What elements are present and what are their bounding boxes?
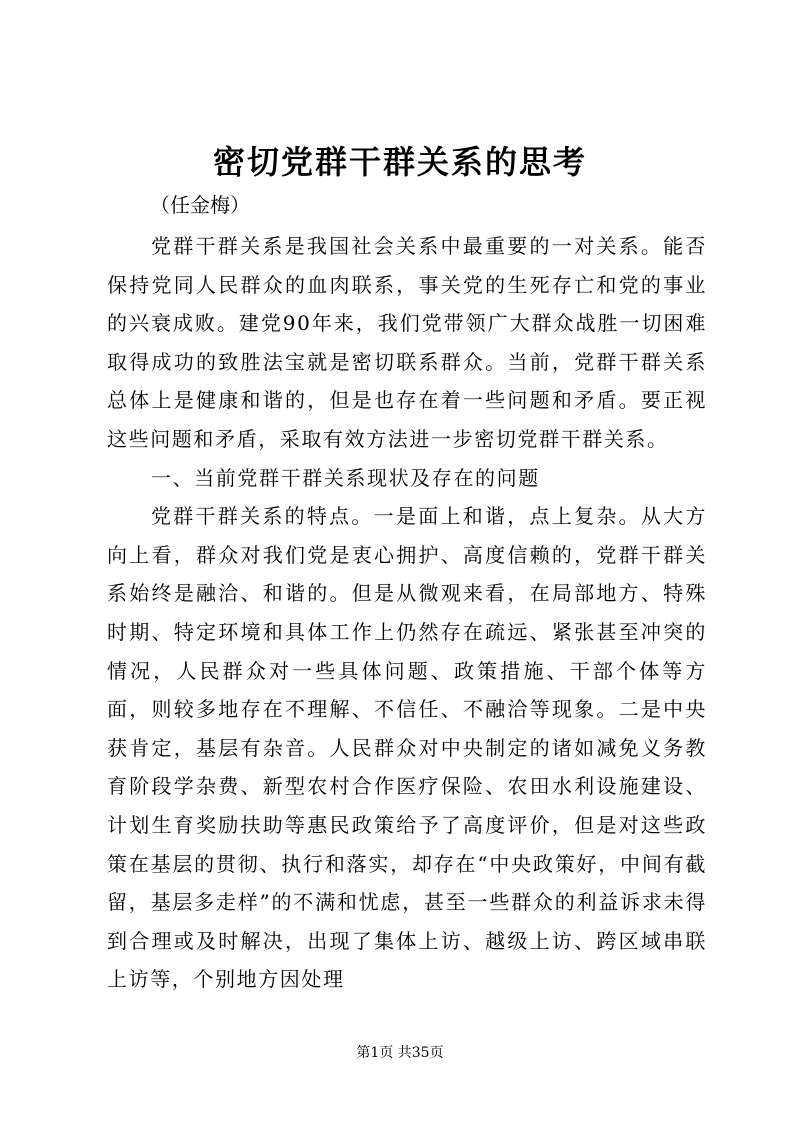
section-heading: 一、当前党群干群关系现状及存在的问题: [151, 465, 540, 490]
page-footer: 第1页 共35页: [356, 1045, 444, 1061]
document-body: [107, 227, 707, 999]
paragraph-intro: 党群干群关系是我国社会关系中最重要的一对关系。能否保持党同人民群众的血肉联系，事关党的生死存亡和党的事业的兴衰成败。建党90年来，我们党带领广大群众战胜一切困难取得成功的致胜法宝就是密切联系群众。当前，党群干群关系总体上是健康和谐的，但是也存在着一些问题和矛盾。要正视这些问题和矛盾，采取有效方法进一步密切党群干群关系。: [107, 234, 707, 451]
document-author: （任金梅）: [150, 193, 250, 217]
paragraph-characteristics: 党群干群关系的特点。一是面上和谐，点上复杂。从大方向上看，群众对我们党是衷心拥护、高度信赖的，党群干群关系始终是融洽、和谐的。但是从微观来看，在局部地方、特殊时期、特定环境和具体工作上仍然存在疏远、紧张甚至冲突的情况，人民群众对一些具体问题、政策措施、干部个体等方面，则较多地存在不理解、不信任、不融洽等现象。二是中央获肯定，基层有杂音。人民群众对中央制定的诸如减免义务教育阶段学杂费、新型农村合作医疗保险、农田水利设施建设、计划生育奖励扶助等惠民政策给予了高度评价，但是对这些政策在基层的贯彻、执行和落实，却存在“中央政策好，中间有截留，基层多走样”的不满和忧虑，甚至一些群众的利益诉求未得到合理或及时解决，出现了集体上访、越级上访、跨区域串联上访等，个别地方因处理: [107, 504, 707, 992]
document-title: 密切党群干群关系的思考: [212, 143, 587, 181]
